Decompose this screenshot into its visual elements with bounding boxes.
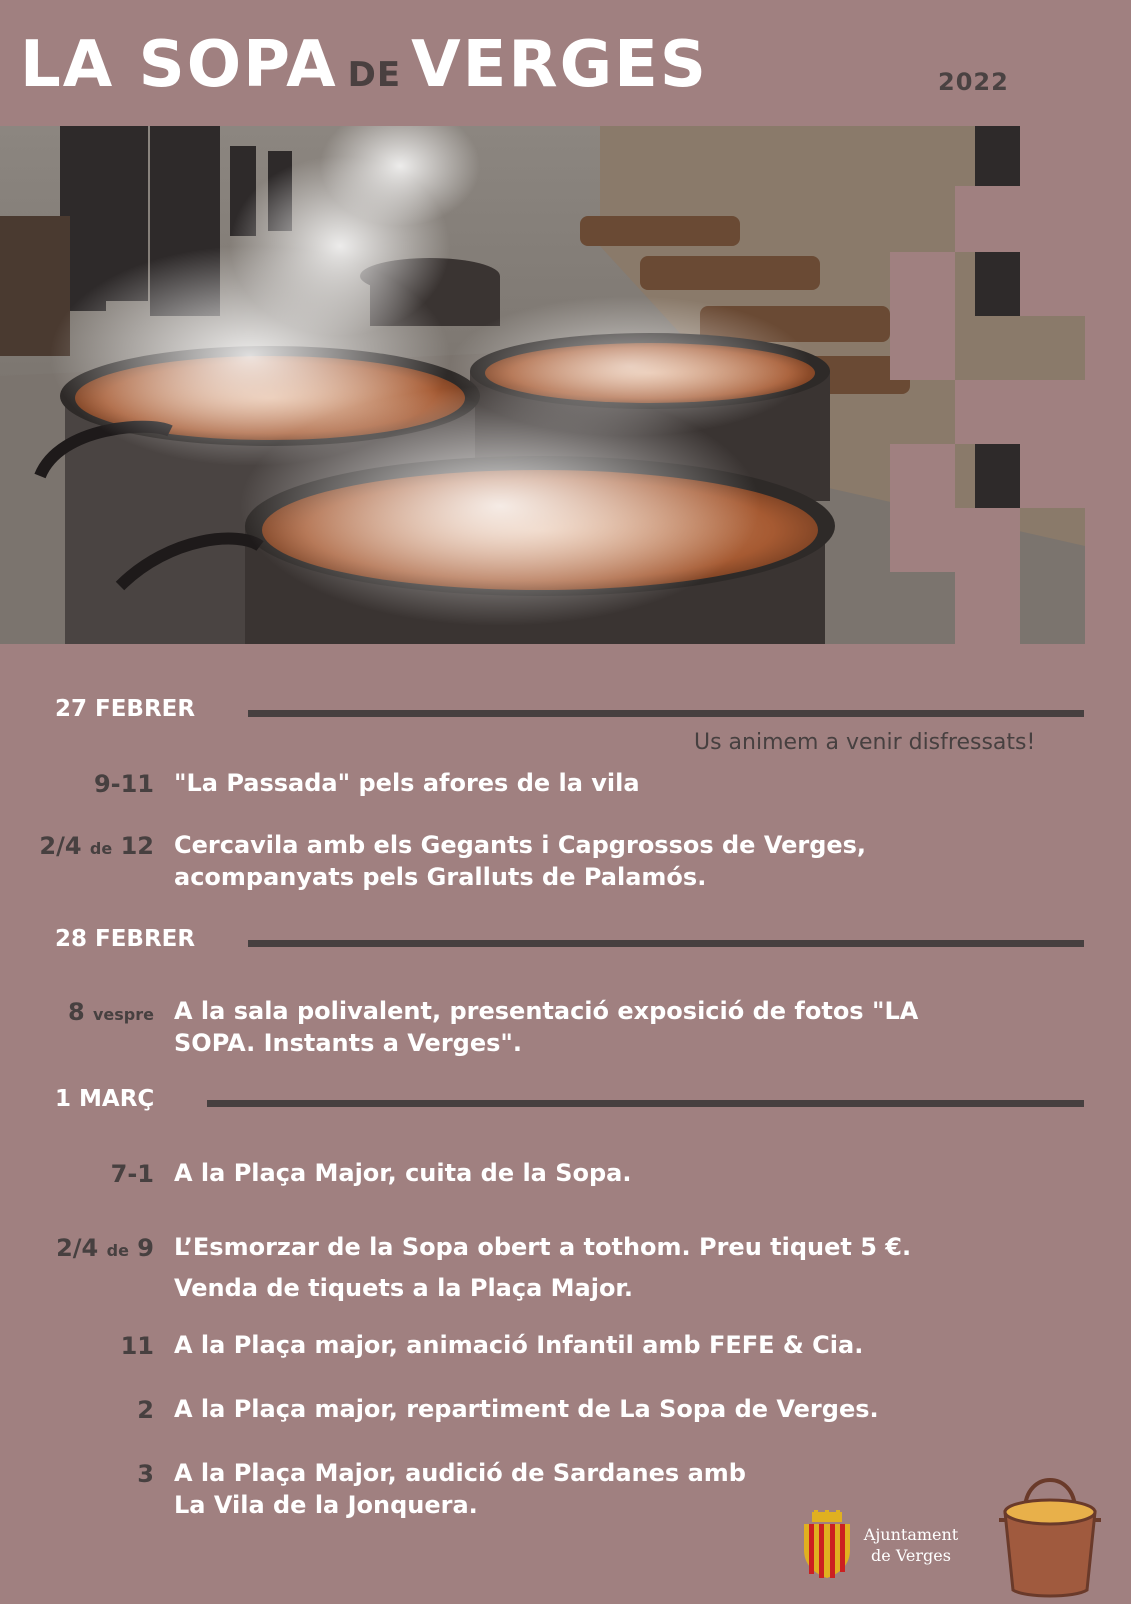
section-divider xyxy=(248,940,1084,947)
event-description: L’Esmorzar de la Sopa obert a tothom. Preu tiquet 5 €. xyxy=(174,1233,912,1261)
event-time: 11 xyxy=(120,1332,154,1360)
event-description: A la Plaça major, animació Infantil amb FEFE & Cia. xyxy=(174,1331,864,1359)
event-description: Cercavila amb els Gegants i Capgrossos de Verges, acompanyats pels Gralluts de Palamós. xyxy=(174,831,867,891)
cauldrons-photo xyxy=(0,126,1085,644)
event-time: 3 xyxy=(137,1460,154,1488)
ajuntament-logo-text: Ajuntament de Verges xyxy=(863,1525,959,1565)
event-description: A la Plaça Major, cuita de la Sopa. xyxy=(174,1159,632,1187)
date-heading-1-marc: 1 MARÇ xyxy=(55,1086,155,1112)
poster-title xyxy=(20,28,708,102)
year-label: 2022 xyxy=(938,68,1009,96)
event-time: 2 xyxy=(137,1396,154,1424)
event-description: A la Plaça Major, audició de Sardanes amb La Vila de la Jonquera. xyxy=(174,1459,746,1519)
date-heading-27-febrer: 27 FEBRER xyxy=(55,696,196,722)
association-logo xyxy=(975,1450,1125,1604)
title-de: DE xyxy=(347,55,402,95)
section-divider xyxy=(248,710,1084,717)
event-description-line2: Venda de tiquets a la Plaça Major. xyxy=(174,1274,633,1302)
section-divider xyxy=(207,1100,1084,1107)
costume-note: Us animem a venir disfressats! xyxy=(694,730,1036,755)
event-description: A la sala polivalent, presentació exposició de fotos "LA SOPA. Instants a Verges". xyxy=(174,997,919,1057)
event-description: A la Plaça major, repartiment de La Sopa de Verges. xyxy=(174,1395,879,1423)
event-time: 2/4 de 12 xyxy=(39,832,154,860)
date-heading-28-febrer: 28 FEBRER xyxy=(55,926,196,952)
event-time: 8 vespre xyxy=(67,998,154,1026)
event-description: "La Passada" pels afores de la vila xyxy=(174,769,640,797)
event-time: 9-11 xyxy=(93,770,154,798)
event-time: 7-1 xyxy=(110,1160,154,1188)
verges-shield-logo xyxy=(800,1510,854,1584)
title-part-1: LA SOPA xyxy=(20,28,338,102)
title-part-2: VERGES xyxy=(411,28,708,102)
event-time: 2/4 de 9 xyxy=(56,1234,154,1262)
